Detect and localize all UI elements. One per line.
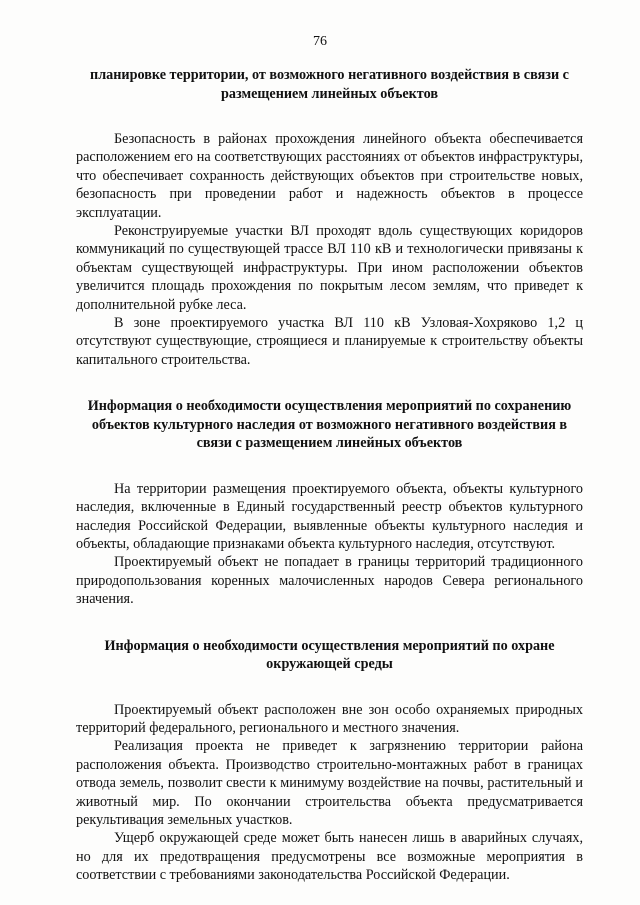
section-heading: Информация о необходимости осуществления мероприятий по сохранению объектов культурного наследия от возможного негативного воздействия в связи с размещением линейных объектов [87,398,572,452]
paragraph: На территории размещения проектируемого объекта, объекты культурного наследия, включенные в Единый государственный реестр объектов культурного наследия Российской Федерации, выявленные объекты культурного наследия и объекты, обладающие признаками объекта культурного наследия, отсутствуют. [76,480,583,552]
paragraph: Проектируемый объект расположен вне зон особо охраняемых природных территорий федерального, регионального и местного значения. [76,701,583,737]
paragraph: Реализация проекта не приведет к загрязнению территории района расположения объекта. Производство строительно-монтажных работ в границах отвода земель, позволит свести к минимуму воздействие на почвы, растительный и животный мир. По окончании строительства объекта предусматривается рекультивация земельных участков. [76,738,583,829]
paragraph: Безопасность в районах прохождения линейного объекта обеспечивается расположением его на соответствующих расстояниях от объектов инфраструктуры, что обеспечивает сохранность действующих объектов при строительстве новых, безопасность при проведении работ и надежность объектов в процессе эксплуатации. [76,131,583,221]
page-number: 76 [313,34,327,49]
paragraph: Ущерб окружающей среде может быть нанесен лишь в аварийных случаях, но для их предотвращения предусмотрены все возможные мероприятия в соответствии с требованиями законодательства Российской Федерации. [76,830,583,884]
page-content [76,66,583,885]
section-environment-protection [76,637,583,885]
paragraph: Проектируемый объект не попадает в границы территорий традиционного природопользования коренных малочисленных народов Севера регионального значения. [76,554,583,608]
section-heading: Информация о необходимости осуществления мероприятий по охране окружающей среды [104,637,555,673]
section-cultural-heritage [76,397,583,608]
section-territory-planning [76,66,583,369]
paragraph: В зоне проектируемого участка ВЛ 110 кВ Узловая-Хохряково 1,2 ц отсутствуют существующие, строящиеся и планируемые к строительству объекты капитального строительства. [76,315,583,368]
section-heading: планировке территории, от возможного негативного воздействия в связи с размещением линейных объектов [90,67,569,102]
paragraph: Реконструируемые участки ВЛ проходят вдоль существующих коридоров коммуникаций по существующей трассе ВЛ 110 кВ и технологически привязаны к объектам существующей инфраструктуры. При ином расположении объектов увеличится площадь прохождения по покрытым лесом землям, что приведет к дополнительной рубке леса. [76,223,583,313]
